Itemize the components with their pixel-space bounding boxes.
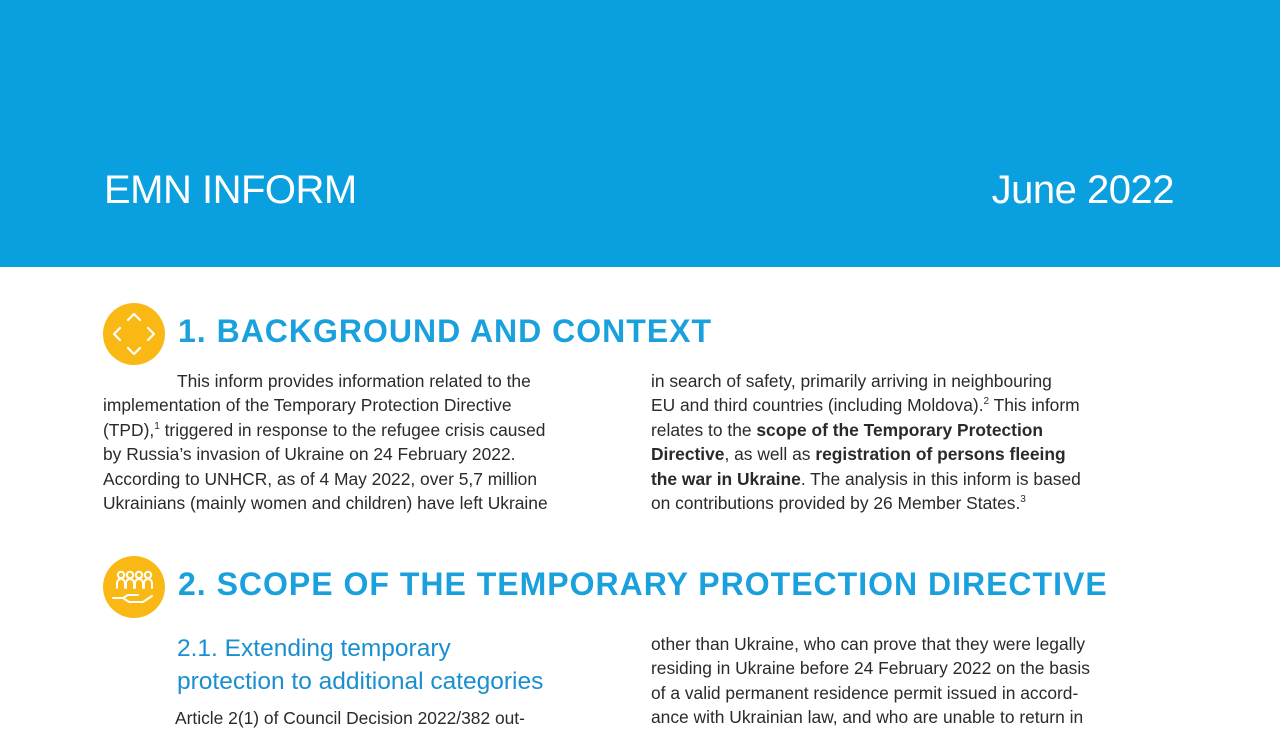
text-line: This inform provides information related to the bbox=[177, 371, 531, 391]
footnote-2-ref[interactable]: 2 bbox=[983, 396, 990, 408]
text-line: Article 2(1) of Council Decision 2022/382 out- bbox=[175, 708, 525, 728]
text-line: implementation of the Temporary Protection Directive bbox=[103, 395, 512, 416]
section-1-title: 1. BACKGROUND AND CONTEXT bbox=[178, 313, 713, 349]
text-line: residing in Ukraine before 24 February 2022 on the basis bbox=[651, 658, 1090, 679]
heading-line: protection to additional categories bbox=[177, 668, 544, 695]
text-line: EU and third countries (including Moldova).$^2$ This inform bbox=[651, 395, 1080, 416]
text-line: in search of safety, primarily arriving in neighbouring bbox=[651, 371, 1052, 391]
paragraph bbox=[103, 369, 623, 515]
text-line: of a valid permanent residence permit issued in accord- bbox=[651, 682, 1079, 703]
text-line: on contributions provided by 26 Member States.$^3$ bbox=[651, 493, 1026, 514]
text-line: Directive, as well as registration of persons fleeing bbox=[651, 444, 1066, 465]
text-line: the war in Ukraine. The analysis in this inform is based bbox=[651, 468, 1081, 489]
section-1-left-column bbox=[103, 369, 623, 515]
footnote-1-ref[interactable]: 1 bbox=[154, 421, 160, 433]
people-in-hand-icon bbox=[103, 556, 165, 618]
header-banner bbox=[0, 0, 1280, 267]
section-2-left-column bbox=[175, 706, 635, 730]
footnote-3-ref[interactable]: 3 bbox=[1020, 494, 1026, 506]
subsection-2-1-heading bbox=[177, 632, 543, 698]
paragraph bbox=[651, 632, 1171, 730]
text-line: ance with Ukrainian law, and who are unable to return in bbox=[651, 707, 1084, 728]
paragraph bbox=[651, 369, 1171, 515]
arrows-expand-icon bbox=[103, 303, 165, 365]
text-line: According to UNHCR, as of 4 May 2022, over 5,7 million bbox=[103, 468, 537, 489]
section-2-title: 2. SCOPE OF THE TEMPORARY PROTECTION DIRECTIVE bbox=[178, 566, 1108, 602]
text-line: relates to the scope of the Temporary Protection bbox=[651, 419, 1044, 440]
heading-line: 2.1. Extending temporary bbox=[177, 635, 451, 662]
text-line: other than Ukraine, who can prove that they were legally bbox=[651, 634, 1086, 654]
section-1-right-column bbox=[651, 369, 1171, 515]
text-line: by Russia’s invasion of Ukraine on 24 February 2022. bbox=[103, 444, 516, 465]
document-date: June 2022 bbox=[991, 168, 1174, 212]
text-line: (TPD),$^1$ triggered in response to the refugee crisis caused bbox=[103, 419, 546, 440]
document-title: EMN INFORM bbox=[104, 168, 357, 212]
section-2-right-column bbox=[651, 632, 1171, 730]
text-line: Ukrainians (mainly women and children) have left Ukraine bbox=[103, 493, 548, 514]
